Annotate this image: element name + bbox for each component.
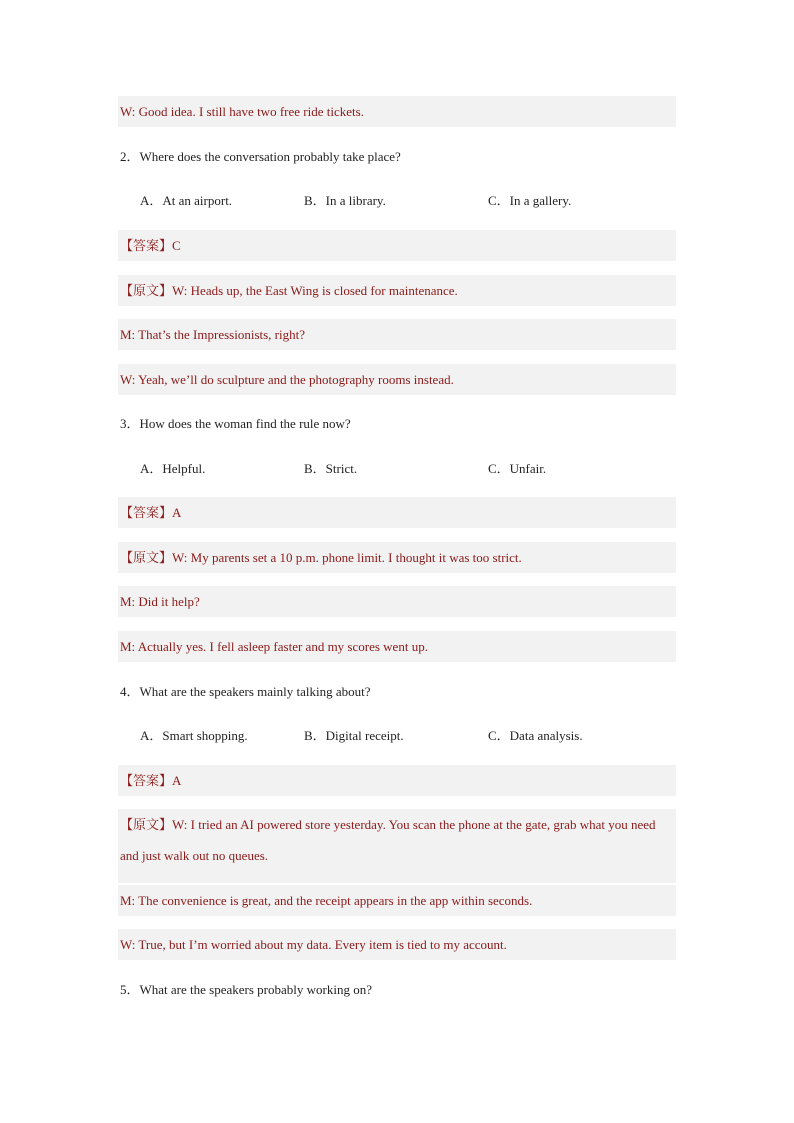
transcript-text: M: Did it help? bbox=[120, 594, 200, 609]
script-tag: 【原文】 bbox=[120, 817, 173, 832]
question-text: 2．Where does the conversation probably take place? bbox=[120, 149, 401, 164]
question-stem-3 bbox=[118, 408, 676, 439]
transcript-line bbox=[118, 631, 676, 663]
option-c: C．Unfair. bbox=[488, 461, 547, 476]
transcript-first-3 bbox=[118, 542, 676, 574]
transcript-first-2 bbox=[118, 275, 676, 307]
transcript-line bbox=[118, 586, 676, 618]
answer-tag: 【答案】 bbox=[120, 773, 173, 788]
transcript-line bbox=[118, 319, 676, 351]
transcript-text: W: Heads up, the East Wing is closed for maintenance. bbox=[172, 283, 458, 298]
transcript-line bbox=[118, 364, 676, 396]
transcript-text: W: Good idea. I still have two free ride tickets. bbox=[120, 104, 364, 119]
option-b: B．Strict. bbox=[304, 461, 358, 476]
answer-value: C bbox=[172, 238, 181, 253]
question-text: 5．What are the speakers probably working on? bbox=[120, 982, 372, 997]
option-a: A．At an airport. bbox=[140, 193, 233, 208]
transcript-line bbox=[118, 96, 676, 128]
transcript-text: M: That’s the Impressionists, right? bbox=[120, 327, 305, 342]
option-b: B．In a library. bbox=[304, 193, 386, 208]
transcript-text: M: Actually yes. I fell asleep faster and my scores went up. bbox=[120, 639, 428, 654]
transcript-text: W: True, but I’m worried about my data. Every item is tied to my account. bbox=[120, 937, 507, 952]
answer-line-3 bbox=[118, 497, 676, 529]
transcript-line bbox=[118, 929, 676, 961]
question-stem-4 bbox=[118, 676, 676, 707]
transcript-text: W: I tried an AI powered store yesterday. You scan the phone at the gate, grab what you need and just walk out no queues. bbox=[120, 817, 656, 863]
transcript-first-4 bbox=[118, 809, 676, 884]
answer-value: A bbox=[172, 773, 182, 788]
transcript-text: M: The convenience is great, and the receipt appears in the app within seconds. bbox=[120, 893, 533, 908]
option-a: A．Smart shopping. bbox=[140, 728, 248, 743]
answer-tag: 【答案】 bbox=[120, 505, 173, 520]
script-tag: 【原文】 bbox=[120, 550, 173, 565]
option-b: B．Digital receipt. bbox=[304, 728, 404, 743]
question-text: 4．What are the speakers mainly talking about? bbox=[120, 684, 371, 699]
answer-line-2 bbox=[118, 230, 676, 262]
transcript-text: W: My parents set a 10 p.m. phone limit. I thought it was too strict. bbox=[172, 550, 522, 565]
script-tag: 【原文】 bbox=[120, 283, 173, 298]
answer-value: A bbox=[172, 505, 182, 520]
option-a: A．Helpful. bbox=[140, 461, 206, 476]
answer-tag: 【答案】 bbox=[120, 238, 173, 253]
option-c: C．In a gallery. bbox=[488, 193, 572, 208]
question-text: 3．How does the woman find the rule now? bbox=[120, 416, 351, 431]
transcript-text: W: Yeah, we’ll do sculpture and the photography rooms instead. bbox=[120, 372, 454, 387]
question-stem-2 bbox=[118, 141, 676, 172]
answer-line-4 bbox=[118, 765, 676, 797]
option-c: C．Data analysis. bbox=[488, 728, 583, 743]
transcript-line bbox=[118, 885, 676, 917]
question-stem-5 bbox=[118, 974, 676, 1005]
